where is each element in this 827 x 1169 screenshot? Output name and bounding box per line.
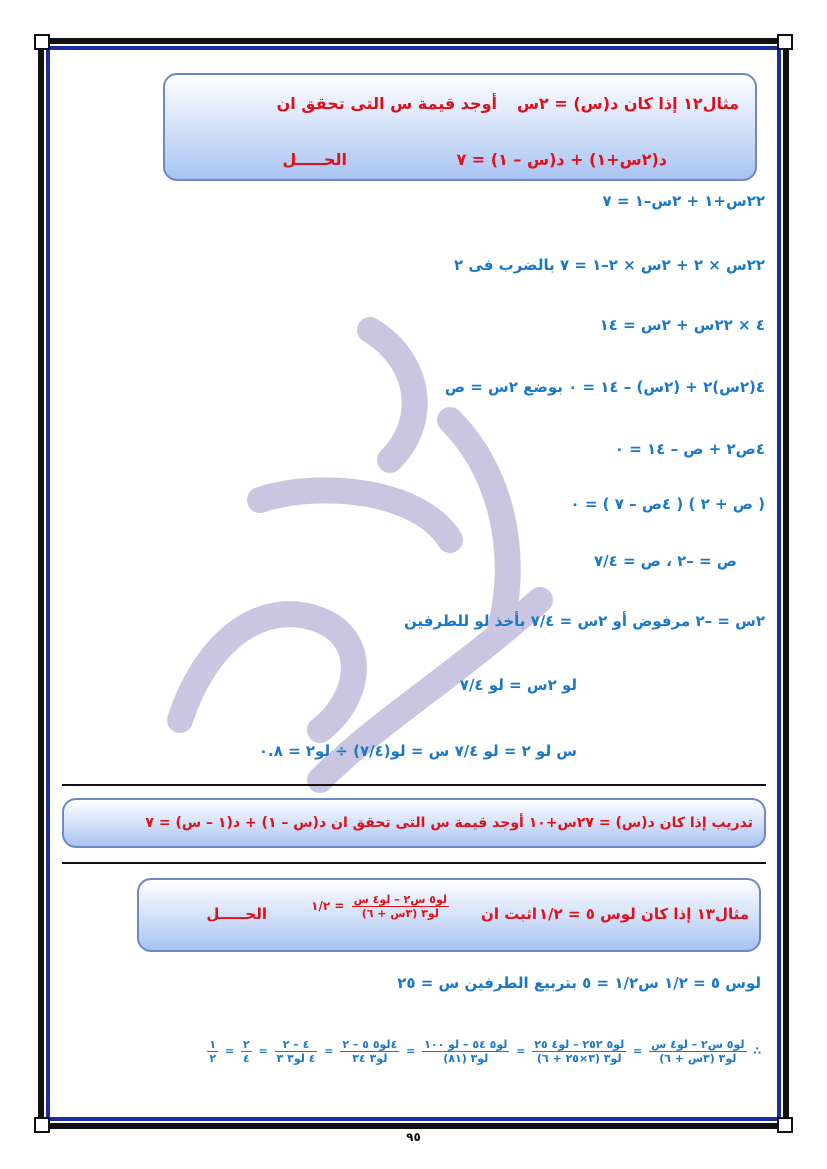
expr-equals: = ١/٢ xyxy=(311,899,345,913)
frame-corner xyxy=(34,34,50,50)
example12-solution-label: الحـــــل xyxy=(282,150,347,169)
chain-denominator: لو٣ ٣٤ xyxy=(352,1052,388,1065)
solution-step-10: س لو ٢ = لو ٧/٤ س = لو(٧/٤) ÷ لو٢ = ٠.٨ xyxy=(258,742,577,760)
example13-heading: مثال١٣ إذا كان لوس ٥ = ١/٢ xyxy=(538,905,749,923)
chain-denominator: لو٣ (٣×٢٥ + ٦) xyxy=(536,1052,622,1065)
solution-step-1: ٢٢س+١ + ٢س–١ = ٧ xyxy=(602,192,765,210)
divider xyxy=(62,862,766,864)
solution-step-4: ٤(٢س)٢ + (٢س) – ١٤ = ٠ بوضع ٢س = ص xyxy=(444,378,765,396)
expr-numerator: لو٥ س٢ – لو٤ س xyxy=(353,893,447,906)
therefore-symbol: ∴ xyxy=(753,1044,761,1058)
solution-step-2: ٢٢س × ٢ + ٢س × ٢–١ = ٧ بالضرب فى ٢ xyxy=(454,256,765,274)
chain-numerator: لو٥ ٢٥٢ – لو٤ ٢٥ xyxy=(534,1038,625,1051)
solution-step-7: ص = –٢ ، ص = ٧/٤ xyxy=(594,552,737,570)
exercise-text: تدريب إذا كان د(س) = ٢٧س+١٠ أوجد قيمة س التى تحقق ان د(س – ١) + د(١ – س) = ٧ xyxy=(145,815,753,831)
chain-numerator: ١ xyxy=(209,1038,217,1051)
chain-denominator: ٤ لو٣ ٣ xyxy=(276,1052,316,1065)
chain-numerator: ٤ – ٢ xyxy=(275,1038,318,1052)
solution-step-9: لو ٢س = لو ٧/٤ xyxy=(459,676,577,694)
fraction-chain: ∴ $\frac{\text{لو٥ س٢ – لو٤ س}}{\text{لو٣ (٣س + ٦)}}$ = $\frac{\text{لو٥ ٢٥٢ – لو٤ ٢٥}}{\text{لو٣ (٣×٢٥ + ٦)}}$ = $\frac{\text{لو٥ ٥٤ – لو ١٠٠}}{\text{لو٣ (٨١)}}$ = $\frac{\text{٤لو٥ ٥ – ٢}}{\text{لو٣ ٣٤}}$ = $\frac{٤ - ٢}{\text{٤ لو٣ ٣}}$ = $\frac{٢}{٤}$ = $\frac{١}{٢}$ xyxy=(209,1038,761,1065)
solution-step-3: ٤ × ٢٢س + ٢س = ١٤ xyxy=(599,316,765,334)
example12-equation: د(٢س+١) + د(س – ١) = ٧ xyxy=(456,150,667,169)
example13-prove: اثبت ان xyxy=(481,905,537,923)
chain-denominator: ٢ xyxy=(209,1052,217,1065)
solution-step-6: ( ص + ٢ ) ( ٤ص – ٧ ) = ٠ xyxy=(570,495,765,513)
expr-denominator: لو٣ (٣س + ٦) xyxy=(361,907,439,920)
solution-step-5: ٤ص٢ + ص – ١٤ = ٠ xyxy=(614,440,765,458)
chain-denominator: ٤ xyxy=(243,1052,250,1065)
chain-numerator: ٤لو٥ ٥ – ٢ xyxy=(342,1038,398,1051)
example13-solution-label: الحـــــل xyxy=(206,905,267,923)
frame-corner xyxy=(777,34,793,50)
chain-numerator: ٢ xyxy=(243,1038,250,1051)
chain-denominator: لو٣ (٣س + ٦) xyxy=(659,1052,737,1065)
chain-numerator: لو٥ ٥٤ – لو ١٠٠ xyxy=(424,1038,508,1051)
chain-numerator: لو٥ س٢ – لو٤ س xyxy=(651,1038,745,1051)
example12-heading: مثال١٢ إذا كان د(س) = ٢س xyxy=(516,94,739,113)
page-number: ٩٥ xyxy=(406,1130,421,1144)
example13-step-1: لوس ٥ = ١/٢ س١/٢ = ٥ بتربيع الطرفين س = ٢٥ xyxy=(397,974,761,992)
example13-expression xyxy=(311,893,452,920)
divider xyxy=(62,784,766,786)
solution-step-8: ٢س = –٢ مرفوض أو ٢س = ٧/٤ بأخذ لو للطرفين xyxy=(404,612,765,630)
chain-denominator: لو٣ (٨١) xyxy=(443,1052,489,1065)
example12-task: أوجد قيمة س التى تحقق ان xyxy=(276,94,497,113)
